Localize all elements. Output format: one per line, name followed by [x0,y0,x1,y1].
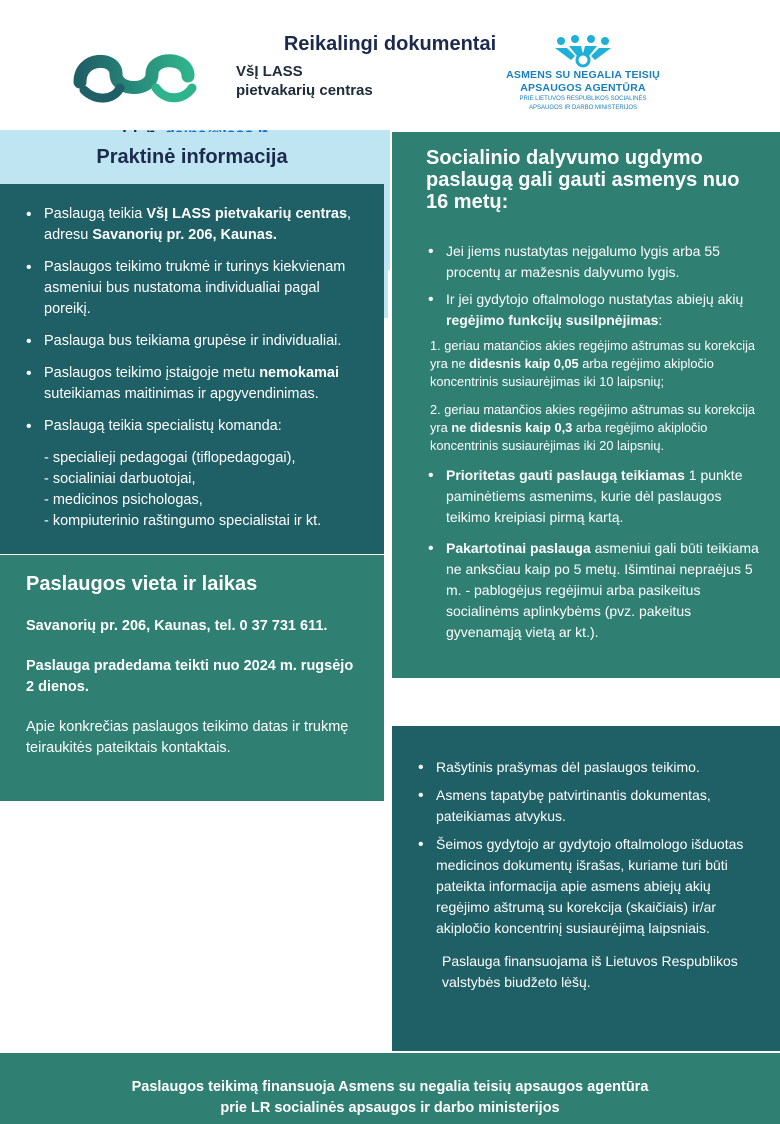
eligibility-panel [392,132,780,678]
team-item: - kompiuterinio raštingumo specialistai ir kt. [44,513,322,529]
team-item: - socialiniai darbuotojai, [44,471,196,487]
list-item: • Paslaugos teikimo trukmė ir turinys kiekvienam asmeniui bus nustatoma individualiai pagal poreikį. [24,257,366,320]
practical-title-box [0,132,384,184]
place-title: Paslaugos vieta ir laikas [26,573,258,595]
place-time-panel [0,555,384,801]
list-item: • Paslaugos teikimo įstaigoje metu nemokamai suteikiamas maitinimas ir apgyvendinimas. [24,363,366,405]
practical-info-panel [0,184,384,554]
agency-sub-line2: APSAUGOS IR DARBO MINISTERIJOS [528,105,638,111]
org-name: VšĮ LASS pietvakarių centras [236,63,373,99]
criterion-2: 2. geriau matančios akies regėjimo aštrumas su korekcija yra ne didesnis kaip 0,3 arba regėjimo akipločio koncentrinis susiaurėjimas iki 20 laipsnių. [430,402,756,453]
place-note: Apie konkrečias paslaugos teikimo datas ir trukmę teiraukitės pateiktais kontaktais. [26,719,349,756]
practical-title: Praktinė informacija [96,146,288,168]
footer-line1: Paslaugos teikimą finansuoja Asmens su negalia teisių apsaugos agentūra [131,1079,649,1095]
list-item: • Prioritetas gauti paslaugą teikiamas 1 punkte paminėtiems asmenims, kurie dėl paslaugos teikimo kreipiasi pirmą kartą. [426,465,760,528]
criterion-1: 1. geriau matančios akies regėjimo aštrumas su korekcija yra ne didesnis kaip 0,05 arba regėjimo akipločio koncentrinis susiaurėjimas iki 10 laipsnių; [430,338,756,389]
footer-line2: prie LR socialinės apsaugos ir darbo ministerijos [220,1100,560,1116]
place-start: Paslauga pradedama teikti nuo 2024 m. rugsėjo 2 dienos. [26,658,354,695]
team-item: - specialieji pedagogai (tiflopedagogai), [44,450,296,466]
list-item: • Jei jiems nustatytas neįgalumo lygis arba 55 procentų ar mažesnis dalyvumo lygis. [426,241,760,283]
agency-name-line2: APSAUGOS AGENTŪRA [520,82,646,94]
funding-note: Paslauga finansuojama iš Lietuvos Respublikos valstybės biudžeto lėšų. [442,953,738,990]
list-item: • Pakartotinai paslauga asmeniui gali būti teikiama ne anksčiau kaip po 5 metų. Išimtinai nepraėjus 5 m. - pablogėjus regėjimui arba pasikeitus socialinėms aplinkybėms (pvz. pakeitus gyvenamąją vietą ar kt.). [426,538,760,643]
team-item: - medicinos psichologas, [44,492,203,508]
agency-sub-line1: PRIE LIETUVOS RESPUBLIKOS SOCIALINĖS [519,96,647,102]
documents-title: Reikalingi dokumentai [283,33,497,55]
page-footer [0,1053,780,1124]
agency-name-line1: ASMENS SU NEGALIA TEISIŲ [506,69,660,81]
documents-panel [392,726,780,1051]
list-item: • Šeimos gydytojo ar gydytojo oftalmologo išduotas medicinos dokumentų išrašas, kuriame turi būti pateikta informacija apie asmens abiejų akių regėjimo aštrumą su korekcija (skaičiais) ir/ar akipločio koncentrinį susiaurėjimą laipsniais. [416,834,762,939]
eligibility-title: Socialinio dalyvumo ugdymo paslaugą gali gauti asmenys nuo 16 metų: [426,147,740,213]
list-item: • Paslaugą teikia specialistų komanda: [24,416,366,437]
team-list [24,448,366,532]
list-item: • Paslauga bus teikiama grupėse ir individualiai. [24,331,366,352]
list-item: • Ir jei gydytojo oftalmologo nustatytas abiejų akių regėjimo funkcijų susilpnėjimas: [426,289,760,331]
list-item: • Rašytinis prašymas dėl paslaugos teikimo. [416,757,762,778]
place-address: Savanorių pr. 206, Kaunas, tel. 0 37 731 611. [26,618,328,634]
list-item: • Paslaugą teikia VšĮ LASS pietvakarių centras, adresu Savanorių pr. 206, Kaunas. [24,204,366,246]
list-item: • Asmens tapatybę patvirtinantis dokumentas, pateikiamas atvykus. [416,785,762,827]
